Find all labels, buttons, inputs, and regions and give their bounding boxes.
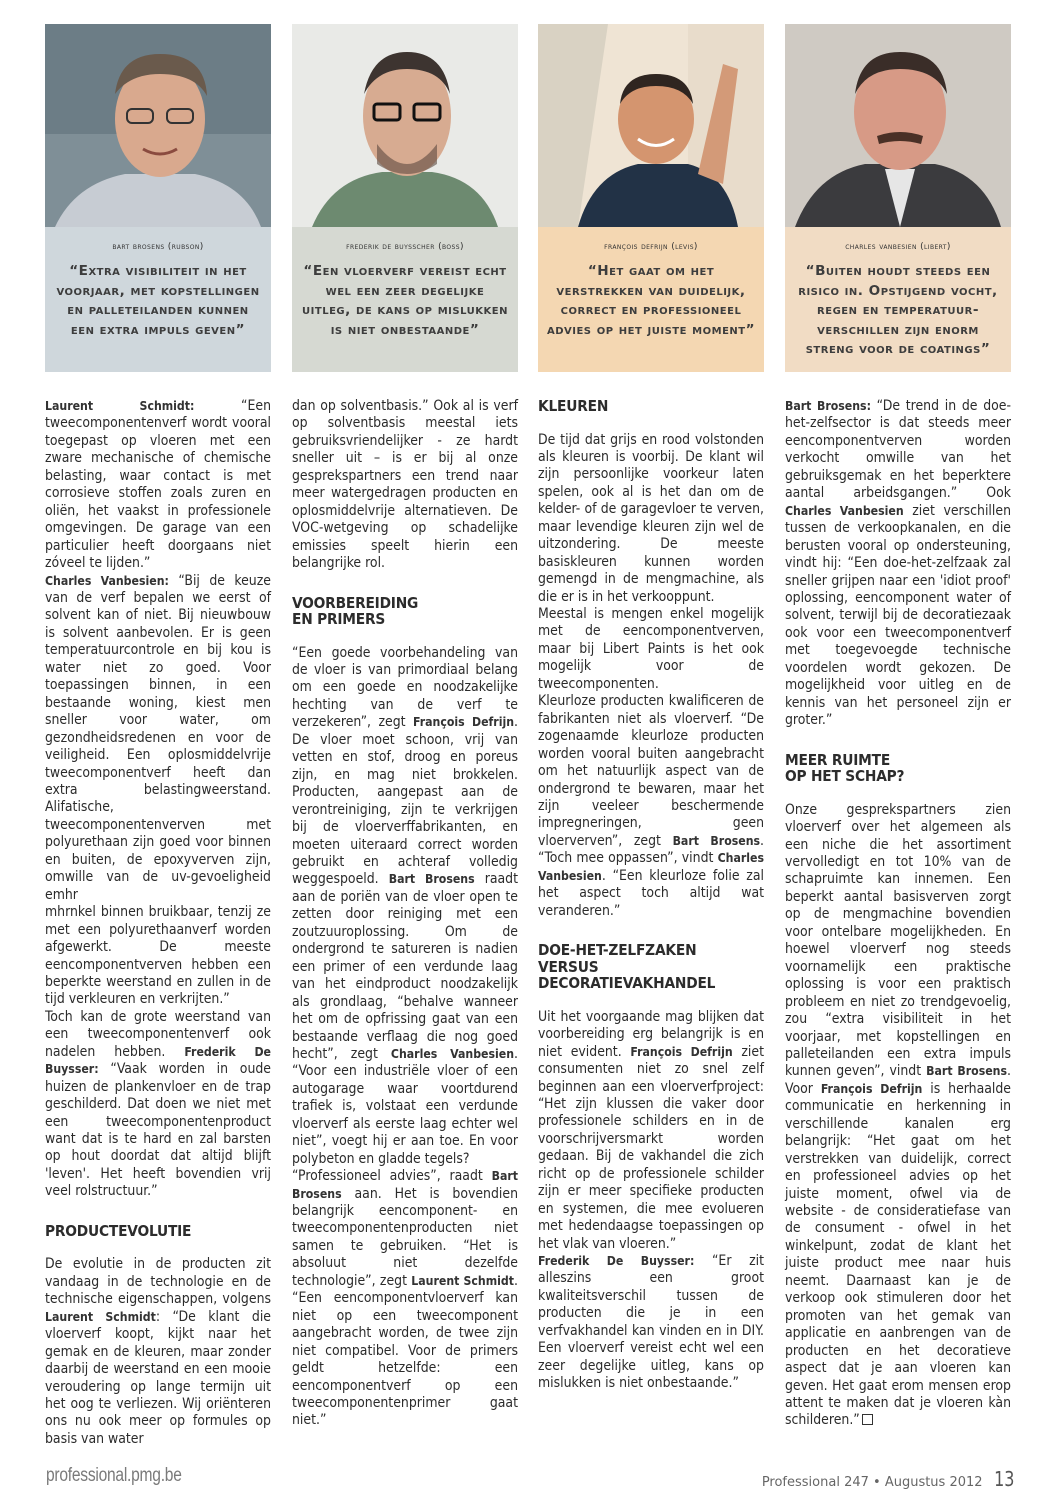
section-heading: DOE-HET-ZELFZAKEN VERSUS DECORATIEVAKHANDEL xyxy=(538,941,716,993)
paragraph: dan op solventbasis.” Ook al is verf op solventbasis meestal iets gebruiksvriendelijker - ze hardt sneller uit – is er bij al onze gesprekspartners een trend naar meer watergedragen producten en oplosmiddelvrije alternatieven. De VOC-wetgeving op schadelijke emissies speelt hierin een belangrijke rol. xyxy=(292,398,518,572)
paragraph: Frederik De Buysser: “Er zit alleszins een groot kwaliteitsverschil tussen de producten die je in een verfvakhandel kan vinden en in DIY. Een vloerverf vereist echt wel een zeer degelijke uitleg, kans op mislukken is niet onbestaande.” xyxy=(538,1253,764,1392)
quote-name: frederik de buysscher (boss) xyxy=(346,242,464,252)
speaker-name: Bart Brosens xyxy=(926,1064,1008,1079)
page-number: 13 xyxy=(993,1467,1014,1491)
quote-text: “Buiten houdt steeds een risico in. Opstijgend vocht, regen en temperatuur-verschillen zijn enorm streng voor de coatings” xyxy=(798,263,998,357)
paragraph: De evolutie in de producten zit vandaag in de technologie en de technische eigenschappen, volgens Laurent Schmidt: “De klant die vloerverf koopt, kijkt naar het gemak en de kleuren, maar zonder daarbij de weerstand en een mooie veroudering op lange termijn uit het oog te verliezen. Wij oriënteren ons nu ook meer op formules op basis van water xyxy=(45,1256,271,1447)
section-heading: KLEUREN xyxy=(538,397,609,415)
paragraph: Uit het voorgaande mag blijken dat voorbereiding erg belangrijk is en niet evident. François Defrijn ziet consumenten niet zo snel zelf beginnen aan een vloerverfproject: “Het zijn klussen die vaker door professionele schilders en in de voorschrijversmarkt worden gedaan. Bij de vakhandel die zich richt op de professionele schilder zijn er meer specifieke producten en systemen, die mee evolueren met hedendaagse toepassingen op het vlak van vloeren.” xyxy=(538,1008,764,1252)
quote-box-francois-defrijn xyxy=(538,227,764,372)
section-heading: VOORBEREIDING EN PRIMERS xyxy=(292,593,419,629)
speaker-name: Charles Vanbesien xyxy=(390,1046,515,1061)
quote-text: “Extra visibiliteit in het voorjaar, met kopstellingen en palleteilanden kunnen een extra impuls geven” xyxy=(56,263,260,338)
paragraph: De tijd dat grijs en rood volstonden als kleuren is voorbij. De klant wil zijn persoonlijke voorkeur laten spelen, ook al is het dan om de kelder- of de garagevloer te verven, maar levendige kleuren zijn wel de uitzondering. De meeste basiskleuren kunnen worden gemengd in de mengmachine, als die er is in het verkooppunt. xyxy=(538,431,764,605)
issue-label: Professional 247 • Augustus 2012 xyxy=(761,1475,983,1490)
photo-charles-vanbesien xyxy=(785,24,1011,227)
photo-francois-defrijn xyxy=(538,24,764,227)
speaker-name: Bart Brosens: xyxy=(785,399,871,413)
end-mark-icon xyxy=(862,1414,873,1425)
paragraph: Laurent Schmidt: “Een tweecomponentenverf wordt vooral toegepast op vloeren met een zware mechanische of chemische belasting, waar contact is met corrosieve stoffen zoals zuren en oliën, het vaakst in professionele omgevingen. De garage van een particulier heeft doorgaans niet zóveel te lijden.” xyxy=(45,398,271,572)
speaker-name: Frederik De Buysser: xyxy=(538,1254,695,1269)
speaker-name: François Defrijn xyxy=(820,1081,923,1096)
paragraph: “Professioneel advies”, raadt Bart Brosens aan. Het is bovendien belangrijk eencomponent- en tweecomponentenproducten niet samen te gebruiken. “Het is absoluut niet dezelfde technologie”, zegt Laurent Schmidt. “Een eencomponentvloerverf kan niet op een tweecomponent aangebracht worden, de twee zijn niet compatibel. Voor de primers geldt hetzelfde: een eencomponentverf op een tweecomponentenprimer gaat niet.” xyxy=(292,1168,518,1429)
speaker-name: Laurent Schmidt xyxy=(45,1309,156,1324)
quote-name: bart brosens (rubson) xyxy=(112,242,204,252)
section-heading: MEER RUIMTE OP HET SCHAP? xyxy=(785,750,905,786)
speaker-name: Charles Vanbesien: xyxy=(45,573,169,588)
photo-bart-brosens xyxy=(45,24,271,227)
paragraph: Onze gesprekspartners zien vloerverf over het algemeen als een niche die het assortiment vervolledigt en tot 10% van de schapruimte kan innemen. Een beperkt aantal basisverven zorgt op de mengmachine bovendien voor ontelbare mogelijkheden. En hoewel vloerverf nog steeds voornamelijk een praktische oplossing is voor een praktisch probleem en niet zo trendgevoelig, zou “extra visibiliteit in het voorjaar, met kopstellingen en palleteilanden een extra impuls kunnen geven”, vindt Bart Brosens. Voor François Defrijn is herhaalde communicatie en herkenning in verschillende kanalen erg belangrijk: “Het gaat om het verstrekken van duidelijk, correct en professioneel advies op het juiste moment, ofwel via de website - de consideratiefase van de consument - ofwel in het winkelpunt, zodat de klant het juiste product mee naar huis neemt. Daarnaast kan je de verkoop ook stimuleren door het promoten van het gemak van applicatie en aanbrengen van de producten en het decoratieve aspect dat je aan vloeren kan geven. Het gaat erom mensen erop attent te maken dat je vloeren kàn schilderen.” xyxy=(785,801,1011,1429)
quote-name: françois defrijn (levis) xyxy=(604,242,698,252)
quote-name: charles vanbesien (libert) xyxy=(845,242,951,252)
quote-box-charles-vanbesien xyxy=(785,227,1011,372)
paragraph: “Een goede voorbehandeling van de vloer is van primordiaal belang om een goede en noodzakelijke hechting van de verf te verzekeren”, zegt François Defrijn. De vloer moet schoon, vrij van vetten en stof, droog en poreus zijn, en mag niet brokkelen. Producten, aangepast aan de verontreiniging, zijn te verkrijgen bij de vloerverffabrikanten, en moeten uiteraard correct worden gebruikt en achteraf volledig weggespoeld. Bart Brosens raadt aan de poriën van de vloer open te zetten door reiniging met een zoutzuuroplossing. Om de ondergrond te satureren is nadien een primer of een verdunde laag van het eindproduct noodzakelijk als grondlaag, “behalve wanneer het om de opfrissing gaat van een bestaande verflaag die nog goed hecht”, zegt Charles Vanbesien. “Voor een industriële vloer of een autogarage waar voortdurend trafiek is, volstaat een verdunde vloerverf als eerste laag echter wel niet”, voegt hij er aan toe. En voor polybeton en gladde tegels? xyxy=(292,644,519,1167)
speaker-name: Charles Vanbesien xyxy=(538,851,764,883)
speaker-name: Bart Brosens xyxy=(672,833,761,848)
speaker-name: François Defrijn xyxy=(630,1044,733,1059)
article-column-4 xyxy=(785,398,1011,1430)
quote-text: “Een vloerverf vereist echt wel een zeer degelijke uitleg, de kans op mislukken is niet onbestaande” xyxy=(302,263,508,338)
article-column-1 xyxy=(45,398,271,1448)
speaker-name: Bart Brosens xyxy=(388,872,475,887)
footer-issue-info xyxy=(762,1467,1014,1491)
photo-frederik-de-buysscher xyxy=(292,24,518,227)
article-column-2 xyxy=(292,398,518,1430)
paragraph: Bart Brosens: “De trend in de doe-het-zelfsector is dat steeds meer eencomponentverven worden verkocht omwille van het gebruiksgemak en het beperktere aantal arbeidsgangen.” Ook Charles Vanbesien ziet verschillen tussen de verkoopkanalen, en die berusten vooral op ondersteuning, vindt hij: “Een doe-het-zelfzaak zal sneller grijpen naar een 'idiot proof' oplossing, eencomponent water of solvent, terwijl bij de decoratiezaak ook voor een tweecomponentverf met toegevoegde technische voordelen wordt gekozen. De mogelijkheid voor uitleg en de kennis van het personeel zijn er groter.” xyxy=(785,398,1011,729)
quote-text: “Het gaat om het verstrekken van duidelijk, correct en professioneel advies op het juiste moment” xyxy=(546,263,756,338)
speaker-name: Bart Brosens xyxy=(292,1169,518,1201)
section-heading: PRODUCTEVOLUTIE xyxy=(45,1221,192,1240)
paragraph: Charles Vanbesien: “Bij de keuze van de verf bepalen we eerst of solvent kan of niet. Bij nieuwbouw is solvent aanbevolen. Er is geen temperatuurcontrole en bij kou is water niet zo goed. Voor toepassingen binnen, in een bestaande woning, kiest men sneller voor water, om gezondheidsredenen en voor de veiligheid. Een oplosmiddelvrije tweecomponentverf heeft dan extra belastingweerstand. Alifatische, tweecomponentenverven met polyurethaan zijn goed voor binnen en buiten, de epoxyverven zijn, omwille van de uv-gevoeligheid emhr xyxy=(45,572,271,903)
footer-website-link[interactable]: professional.pmg.be xyxy=(46,1465,182,1486)
paragraph: Kleurloze producten kwalificeren de fabrikanten niet als vloerverf. “De zogenaamde kleurloze producten worden vooral buiten aangebracht om het natuurlijk aspect van de ondergrond te bewaren, maar het zijn veeleer beschermende impregneringen, geen vloerverven”, zegt Bart Brosens. “Toch mee oppassen”, vindt Charles Vanbesien. “Een kleurloze folie zal het aspect toch altijd wat veranderen.” xyxy=(538,693,764,919)
paragraph: Meestal is mengen enkel mogelijk met de eencomponentverven, maar bij Libert Paints is het ook mogelijk voor de tweecomponenten. xyxy=(538,606,764,692)
speaker-name: François Defrijn xyxy=(413,715,515,730)
speaker-name: Charles Vanbesien xyxy=(785,503,904,518)
article-column-3 xyxy=(538,398,764,1393)
speaker-name: Frederik De Buysser: xyxy=(45,1044,271,1077)
paragraph: Toch kan de grote weerstand van een tweecomponentenverf ook nadelen hebben. Frederik De Buysser: “Vaak worden in oude huizen de plankenvloer en de trap geschilderd. Dat doen we niet met een tweecomponentenproduct want dat is te hard en zal barsten op hout doordat dat altijd blijft 'leven'. Het heeft bovendien vrij veel rolstructuur.” xyxy=(45,1008,271,1200)
speaker-name: Laurent Schmidt xyxy=(411,1273,515,1288)
paragraph: mhrnkel binnen bruikbaar, tenzij ze met een polyurethaanverf worden afgewerkt. De meeste eencomponentverven hebben een beperkte weerstand en zullen in de tijd verkleuren en verkrijten.” xyxy=(45,904,271,1008)
quote-box-bart-brosens xyxy=(45,227,271,372)
speaker-name: Laurent Schmidt: xyxy=(45,399,195,413)
quote-box-frederik-de-buysscher xyxy=(292,227,518,372)
